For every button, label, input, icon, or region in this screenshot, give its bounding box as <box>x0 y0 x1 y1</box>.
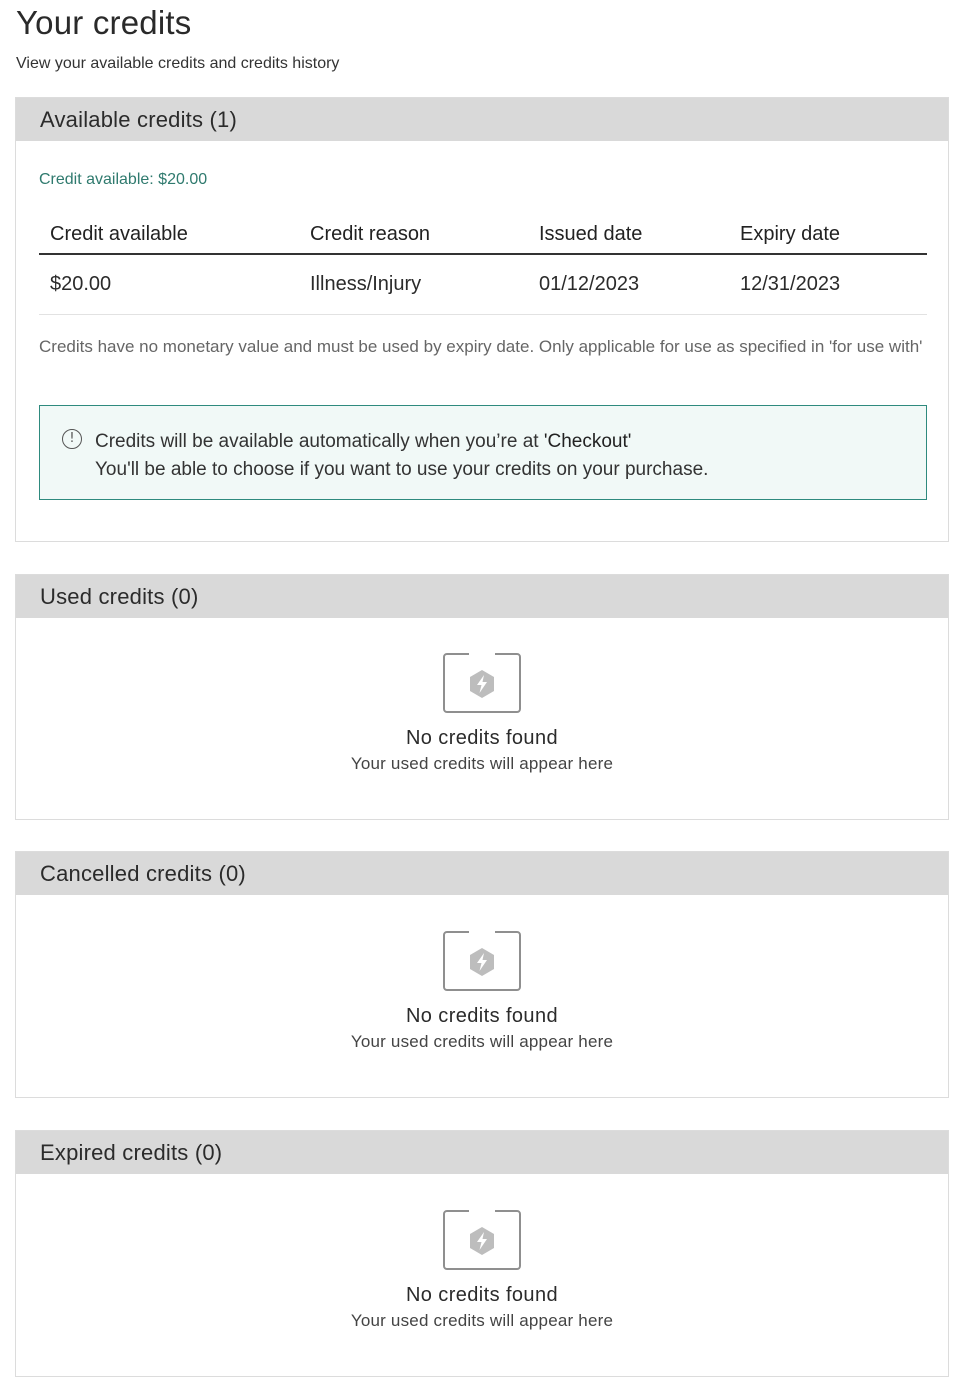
lightning-hexagon-icon <box>467 1226 497 1256</box>
table-header-row <box>39 216 927 254</box>
expired-credits-empty-state <box>16 1210 948 1331</box>
page-subtitle: View your available credits and credits history <box>16 55 340 72</box>
credits-disclaimer: Credits have no monetary value and must be used by expiry date. Only applicable for use as specified in 'for use with' <box>39 337 923 356</box>
page-title: Your credits <box>16 4 192 41</box>
empty-state-title: No credits found <box>405 1005 559 1027</box>
credit-available-summary <box>39 171 207 189</box>
cell-issued-date: 01/12/2023 <box>528 254 729 314</box>
cancelled-credits-empty-state <box>16 931 948 1052</box>
column-header-expiry-date: Expiry date <box>729 216 927 254</box>
used-credits-empty-state <box>16 653 948 774</box>
lightning-hexagon-icon <box>467 669 497 699</box>
info-line-1 <box>95 428 926 456</box>
info-icon: ! <box>62 429 82 449</box>
info-checkout-emphasis: 'Checkout' <box>543 431 632 452</box>
column-header-credit-available: Credit available <box>39 216 299 254</box>
expired-credits-header: Expired credits (0) <box>16 1131 948 1174</box>
empty-state-subtitle: Your used credits will appear here <box>350 754 614 773</box>
table-row <box>39 254 927 314</box>
cancelled-credits-header: Cancelled credits (0) <box>16 852 948 895</box>
empty-credits-icon <box>443 1210 521 1270</box>
info-line-2: You'll be able to choose if you want to use your credits on your purchase. <box>95 459 709 480</box>
empty-state-subtitle: Your used credits will appear here <box>350 1032 614 1051</box>
cell-credit-amount: $20.00 <box>39 254 299 314</box>
cell-expiry-date: 12/31/2023 <box>729 254 927 314</box>
available-credits-table <box>39 216 927 315</box>
empty-credits-icon <box>443 653 521 713</box>
lightning-hexagon-icon <box>467 947 497 977</box>
empty-state-subtitle: Your used credits will appear here <box>350 1311 614 1330</box>
info-line-1-text: Credits will be available automatically when you’re at <box>95 431 544 452</box>
used-credits-panel <box>15 574 949 820</box>
used-credits-header: Used credits (0) <box>16 575 948 618</box>
checkout-info-notice <box>39 405 927 500</box>
column-header-issued-date: Issued date <box>528 216 729 254</box>
empty-state-title: No credits found <box>405 727 559 749</box>
available-credits-panel <box>15 97 949 542</box>
column-header-credit-reason: Credit reason <box>299 216 528 254</box>
credit-available-amount: $20.00 <box>158 171 208 188</box>
expired-credits-panel <box>15 1130 949 1377</box>
credit-available-label: Credit available: <box>39 171 159 188</box>
empty-credits-icon <box>443 931 521 991</box>
cancelled-credits-panel <box>15 851 949 1098</box>
cell-credit-reason: Illness/Injury <box>299 254 528 314</box>
available-credits-header: Available credits (1) <box>16 98 948 141</box>
empty-state-title: No credits found <box>405 1284 559 1306</box>
